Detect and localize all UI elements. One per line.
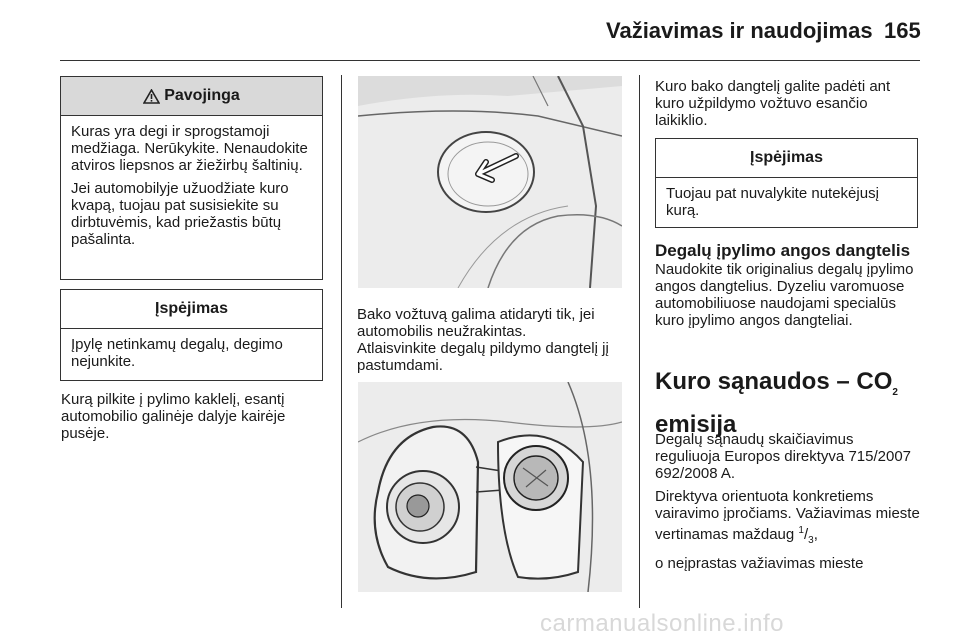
header-rule [60,60,920,61]
section-heading-line2: emisija [655,410,737,438]
section-heading-subscript: 2 [892,386,898,398]
column-divider-left [341,75,342,608]
fuel-cap-figure [358,382,622,592]
fuel-cap-paragraph: Naudokite tik originalius degalų įpylimo angos dangtelius. Dyzeliu varomuose automobiliuose naudojami specialūs kuro įpylimo angos dangteliai. [655,261,914,329]
consumption-paragraph-2-text: Direktyva orientuota konkretiems vairavimo įpročiams. Važiavimas mieste vertinamas maždaug [655,488,920,543]
warning-left-paragraph: Įpylę netinkamų degalų, degimo nejunkite. [71,336,283,370]
warning-box-right-body [656,178,917,225]
fuel-cap-heading: Degalų įpylimo angos dangtelis [655,241,911,260]
middle-paragraph-2: Atlaisvinkite degalų pildymo dangtelį jį pastumdami. [357,340,609,374]
fuel-cap-illustration [358,382,622,592]
consumption-text [655,431,920,578]
fraction-denominator: 3 [808,535,814,546]
middle-text [357,306,627,374]
fuel-flap-illustration [358,76,622,288]
section-heading-main: Kuro sąnaudos – CO [655,368,893,395]
danger-box-body [61,116,322,254]
page-number: 165 [884,18,921,43]
section-heading [655,366,925,441]
middle-paragraph-1: Bako vožtuvą galima atidaryti tik, jei automobilis neužrakintas. [357,306,595,340]
warning-box-right [655,138,918,228]
warning-box-left-body [61,329,322,376]
header-title: Važiavimas ir naudojimas [606,18,873,43]
consumption-paragraph-2-end: , [813,526,818,543]
warning-box-left [60,289,323,381]
danger-paragraph-2: Jei automobilyje užuodžiate kuro kvapą, tuojau pat susisiekite su dirbtuvėmis, kad priežastis būtų pašalinta. [71,180,289,248]
danger-box-header [61,77,322,116]
fuel-flap-figure [358,76,622,288]
warning-box-left-header: Įspėjimas [61,290,322,329]
danger-box-title: Pavojinga [164,87,240,104]
danger-box [60,76,323,280]
warning-triangle-icon [143,89,160,104]
warning-right-paragraph: Tuojau pat nuvalykite nutekėjusį kurą. [666,185,879,219]
consumption-paragraph-1: Degalų sąnaudų skaičiavimus reguliuoja Europos direktyva 715/2007 692/2008 A. [655,431,912,482]
column-divider-right [639,75,640,608]
consumption-paragraph-3: o neįprastas važiavimas mieste [655,555,864,572]
left-paragraph: Kurą pilkite į pylimo kaklelį, esantį automobilio galinėje dalyje kairėje pusėje. [61,391,286,442]
right-intro: Kuro bako dangtelį galite padėti ant kuro užpildymo vožtuvo esančio laikiklio. [655,78,891,129]
warning-box-right-header: Įspėjimas [656,139,917,178]
consumption-paragraph-2: Direktyva orientuota konkretiems vairavimo įpročiams. Važiavimas mieste vertinamas maždaug $^1/_3$, [655,488,920,546]
danger-paragraph-1: Kuras yra degi ir sprogstamoji medžiaga. Nerūkykite. Nenaudokite atviros liepsnos ar žiežirbų šaltinių. [71,123,308,174]
fraction-numerator: 1 [798,525,804,536]
watermark: carmanualsonline.info [540,610,784,637]
